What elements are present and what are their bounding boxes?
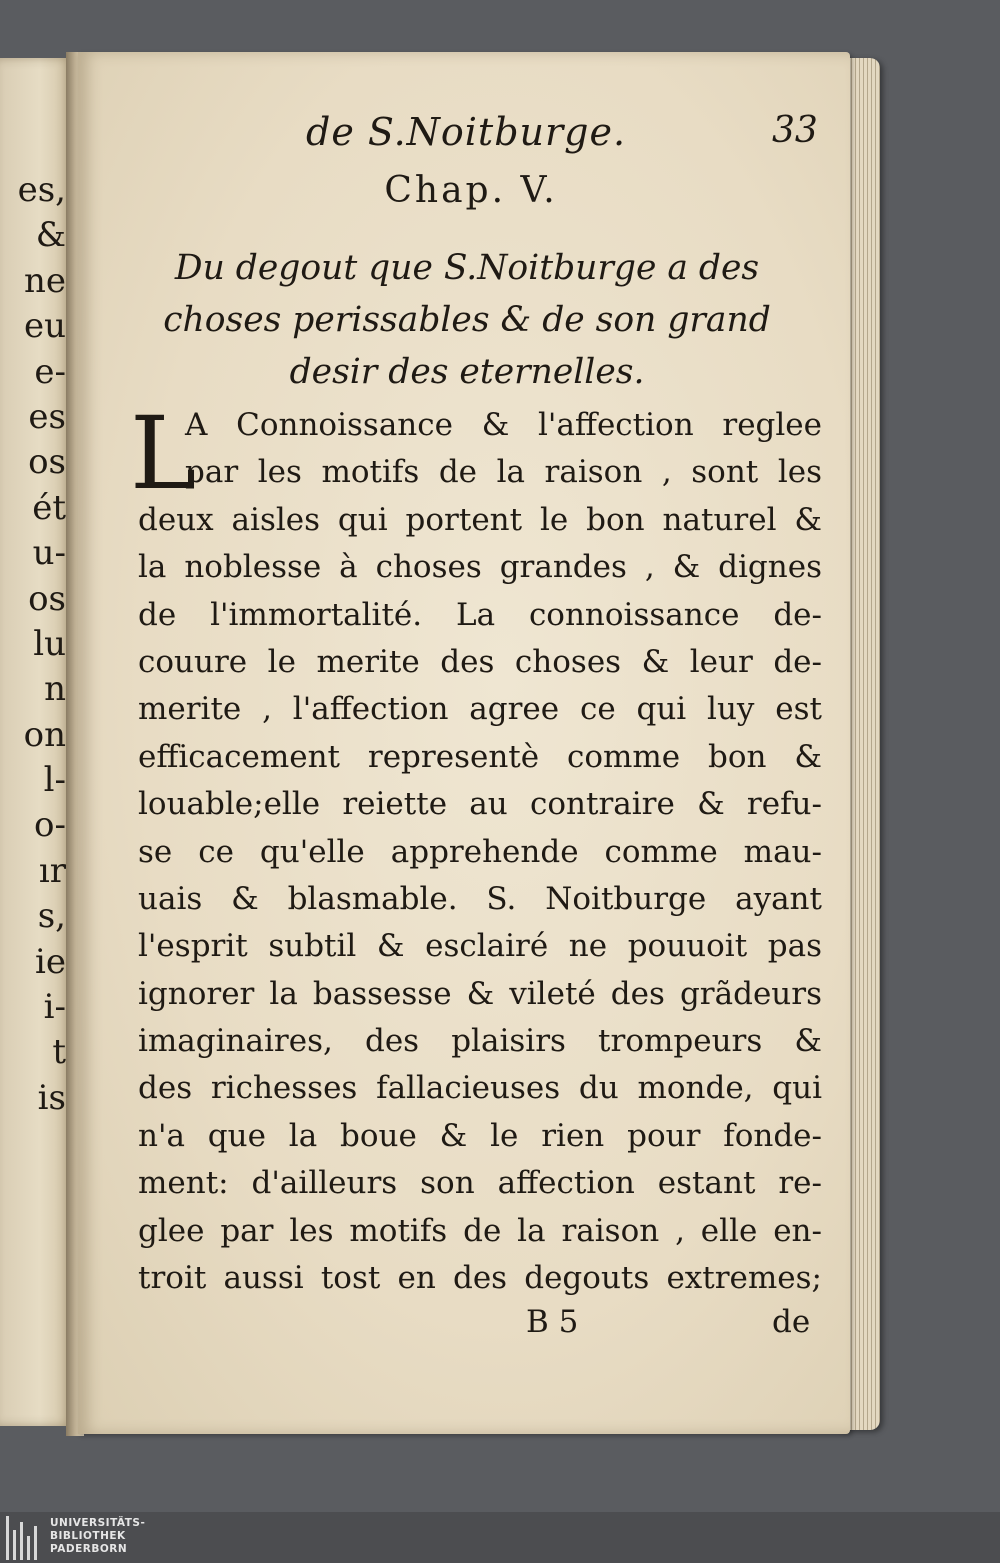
- body-line: glee par les motifs de la raison , elle en-: [138, 1212, 822, 1249]
- left-fragment: es,: [17, 170, 66, 210]
- body-line: A Connoissance & l'affection reglee: [185, 407, 822, 443]
- drop-cap: L: [130, 395, 197, 512]
- library-logo-icon: [6, 1516, 40, 1560]
- left-fragment: l-: [43, 760, 66, 801]
- body-line: couure le merite des choses & leur de-: [138, 643, 822, 680]
- left-fragment: is: [37, 1077, 66, 1118]
- left-fragment: i-: [43, 987, 66, 1028]
- body-line: efficacement representè comme bon &: [138, 738, 822, 775]
- body-line: ignorer la bassesse & vileté des grãdeurs: [138, 975, 822, 1012]
- running-head: [78, 110, 850, 170]
- library-footer: [0, 1512, 1000, 1563]
- left-fragment: ie: [35, 941, 66, 982]
- left-fragment: e-: [34, 351, 66, 392]
- page-number: 33: [772, 110, 818, 151]
- left-facing-page: [0, 58, 72, 1426]
- running-title: de S.Noitburge.: [306, 110, 627, 154]
- left-fragment: n: [44, 669, 66, 710]
- chapter-title-line: desir des eternelles.: [289, 352, 645, 392]
- library-name: [50, 1517, 145, 1556]
- body-line: par les motifs de la raison , sont les: [185, 454, 822, 491]
- body-line: imaginaires, des plaisirs trompeurs &: [138, 1023, 822, 1060]
- library-name-line: UNIVERSITÄTS-: [50, 1517, 146, 1529]
- body-line: merite , l'affection agree ce qui luy est: [138, 691, 822, 728]
- left-fragment: u-: [32, 533, 66, 574]
- left-fragment: os: [28, 442, 66, 483]
- left-fragment: on: [23, 714, 66, 755]
- body-line: l'esprit subtil & esclairé ne pouuoit pas: [138, 928, 822, 965]
- body-line: troit aussi tost en des degouts extremes;: [138, 1260, 822, 1297]
- left-fragment: ne: [23, 260, 66, 301]
- body-text: [138, 402, 822, 1302]
- left-fragment: lu: [33, 623, 66, 664]
- body-line: de l'immortalité. La connoissance de-: [138, 596, 822, 633]
- left-fragment: &: [35, 215, 66, 256]
- body-line: uais & blasmable. S. Noitburge ayant: [138, 880, 822, 917]
- body-line: ment: d'ailleurs son affection estant re-: [138, 1165, 822, 1202]
- catchline: [78, 1304, 850, 1354]
- left-fragment: ét: [32, 487, 66, 528]
- body-line: deux aisles qui portent le bon naturel &: [138, 501, 822, 538]
- left-fragment: es: [28, 396, 66, 437]
- chapter-heading: Chap. V.: [384, 170, 558, 211]
- body-line: la noblesse à choses grandes , & dignes: [138, 549, 822, 586]
- catchword: de: [772, 1304, 811, 1340]
- library-name-line: BIBLIOTHEK: [50, 1530, 126, 1542]
- left-page-text-fragments: [18, 168, 66, 1121]
- right-page: [78, 52, 850, 1434]
- body-line: se ce qu'elle apprehende comme mau-: [138, 833, 822, 870]
- left-fragment: eu: [23, 306, 66, 347]
- left-fragment: o-: [34, 805, 66, 846]
- signature-mark: B 5: [526, 1304, 579, 1340]
- body-line: louable;elle reiette au contraire & refu-: [138, 786, 822, 823]
- chapter-title-line: Du degout que S.Noitburge a des: [174, 248, 760, 288]
- body-line: n'a que la boue & le rien pour fonde-: [138, 1117, 822, 1154]
- left-fragment: os: [28, 578, 66, 619]
- library-name-line: PADERBORN: [50, 1543, 128, 1555]
- left-fragment: t: [52, 1032, 66, 1073]
- left-fragment: ır: [38, 850, 66, 891]
- left-fragment: s,: [37, 896, 66, 937]
- chapter-title-line: choses perissables & de son grand: [163, 300, 771, 340]
- chapter-title: [114, 242, 820, 398]
- body-line: des richesses fallacieuses du monde, qui: [138, 1070, 822, 1107]
